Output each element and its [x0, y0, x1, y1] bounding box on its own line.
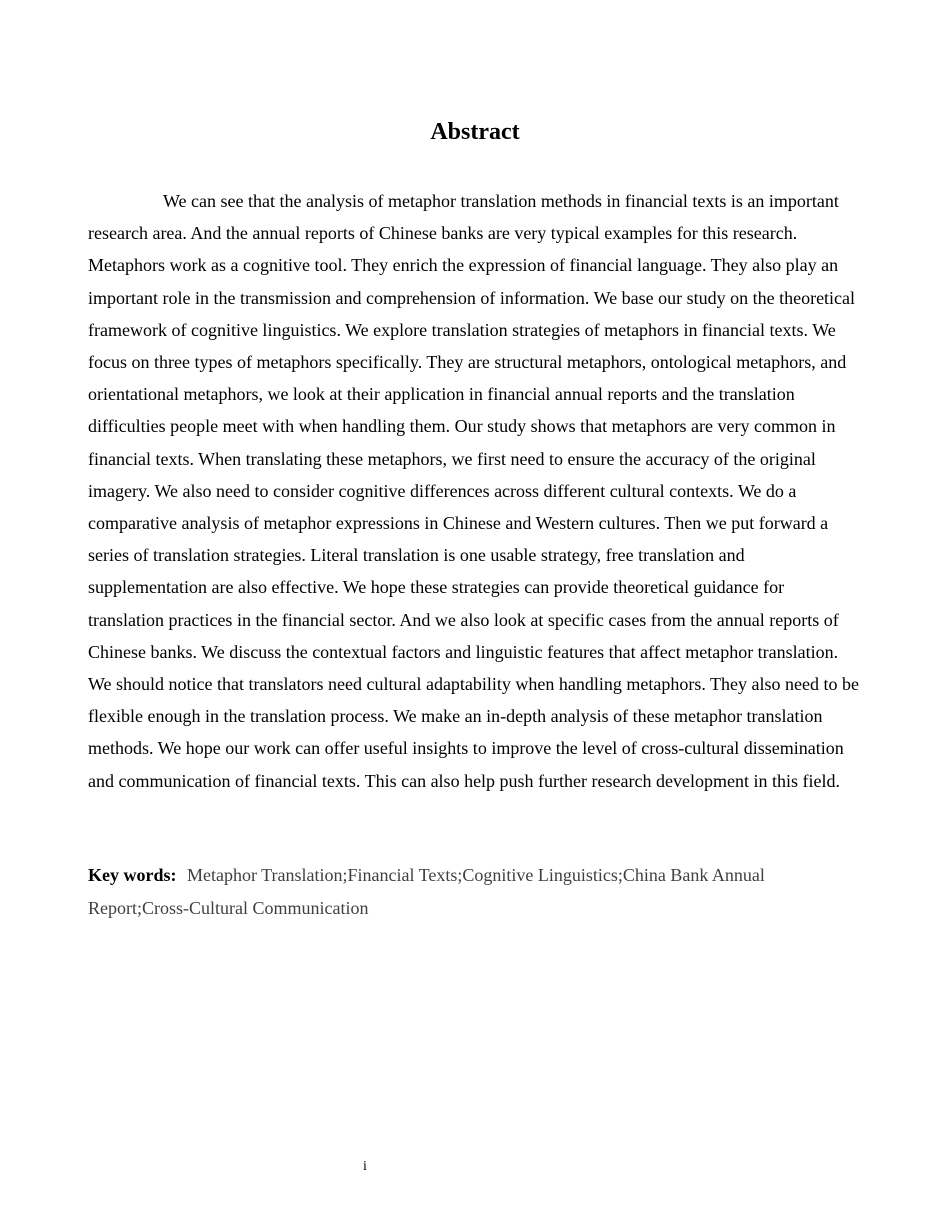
- abstract-body: We can see that the analysis of metaphor translation methods in financial texts is an important research area. And the annual reports of Chinese banks are very typical examples for this research. Metaphors work as a cognitive tool. They enrich the expression of financial language. They also play an important role in the transmission and comprehension of information. We base our study on the theoretical framework of cognitive linguistics. We explore translation strategies of metaphors in financial texts. We focus on three types of metaphors specifically. They are structural metaphors, ontological metaphors, and orientational metaphors, we look at their application in financial annual reports and the translation difficulties people meet with when handling them. Our study shows that metaphors are very common in financial texts. When translating these metaphors, we first need to ensure the accuracy of the original imagery. We also need to consider cognitive differences across different cultural contexts. We do a comparative analysis of metaphor expressions in Chinese and Western cultures. Then we put forward a series of translation strategies. Literal translation is one usable strategy, free translation and supplementation are also effective. We hope these strategies can provide theoretical guidance for translation practices in the financial sector. And we also look at specific cases from the annual reports of Chinese banks. We discuss the contextual factors and linguistic features that affect metaphor translation. We should notice that translators need cultural adaptability when handling metaphors. They also need to be flexible enough in the translation process. We make an in-depth analysis of these metaphor translation methods. We hope our work can offer useful insights to improve the level of cross-cultural dissemination and communication of financial texts. This can also help push further research development in this field.: [88, 191, 860, 791]
- page-number: i: [363, 1159, 367, 1174]
- keywords-label: Key words:: [88, 865, 177, 885]
- keywords-value: Metaphor Translation;Financial Texts;Cognitive Linguistics;China Bank Annual Report;Cross-Cultural Communication: [88, 865, 765, 918]
- keywords-line: [88, 859, 864, 925]
- page-title: Abstract: [430, 119, 520, 145]
